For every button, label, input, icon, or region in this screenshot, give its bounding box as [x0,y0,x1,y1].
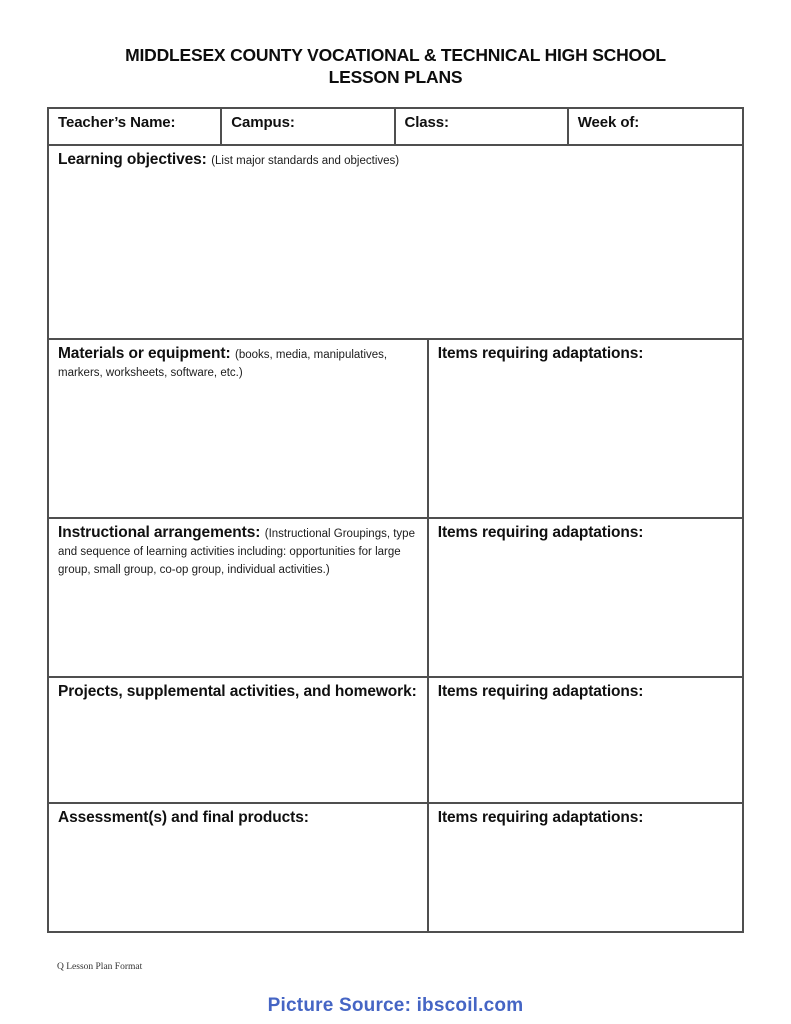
campus-cell [222,109,395,144]
document-title [0,44,791,88]
instructional-arrangements-label: Instructional arrangements: [58,524,261,541]
learning-objectives-hint: (List major standards and objectives) [211,155,400,167]
projects-row [49,678,742,804]
instructional-adaptations-label: Items requiring adaptations: [437,524,644,541]
materials-hint: (books, media, manipulatives, markers, worksheets, software, etc.) [58,349,388,379]
projects-adaptations-cell [429,678,742,802]
projects-adaptations-label: Items requiring adaptations: [437,683,644,700]
teachers-name-label: Teacher’s Name: [58,114,176,131]
learning-objectives-row [49,146,742,340]
class-cell [396,109,569,144]
materials-adaptations-cell [429,340,742,517]
campus-label: Campus: [231,114,295,131]
learning-objectives-label: Learning objectives: [58,151,207,168]
materials-cell [49,340,429,517]
instructional-arrangements-hint: (Instructional Groupings, type and sequence of learning activities including: opportunities for large group, small group, co-op group, individual activities.) [58,528,415,576]
class-label: Class: [404,114,449,131]
footer-note: Q Lesson Plan Format [57,962,143,972]
week-of-label: Week of: [577,114,640,131]
assessment-adaptations-label: Items requiring adaptations: [437,809,644,826]
title-line-2: LESSON PLANS [328,67,463,87]
materials-label: Materials or equipment: [58,345,231,362]
assessment-cell [49,804,429,931]
materials-adaptations-label: Items requiring adaptations: [437,345,644,362]
learning-objectives-cell [49,146,742,338]
materials-row [49,340,742,519]
assessment-label: Assessment(s) and final products: [58,809,309,826]
instructional-adaptations-cell [429,519,742,676]
assessment-row [49,804,742,931]
assessment-adaptations-cell [429,804,742,931]
projects-label: Projects, supplemental activities, and homework: [58,683,417,700]
week-of-cell [569,109,742,144]
lesson-plan-table [47,107,744,933]
title-line-1: MIDDLESEX COUNTY VOCATIONAL & TECHNICAL HIGH SCHOOL [125,45,666,65]
header-row [49,109,742,146]
projects-cell [49,678,429,802]
picture-source-link[interactable]: Picture Source: ibscoil.com [267,995,524,1016]
teachers-name-cell [49,109,222,144]
instructional-arrangements-row [49,519,742,678]
instructional-arrangements-cell [49,519,429,676]
